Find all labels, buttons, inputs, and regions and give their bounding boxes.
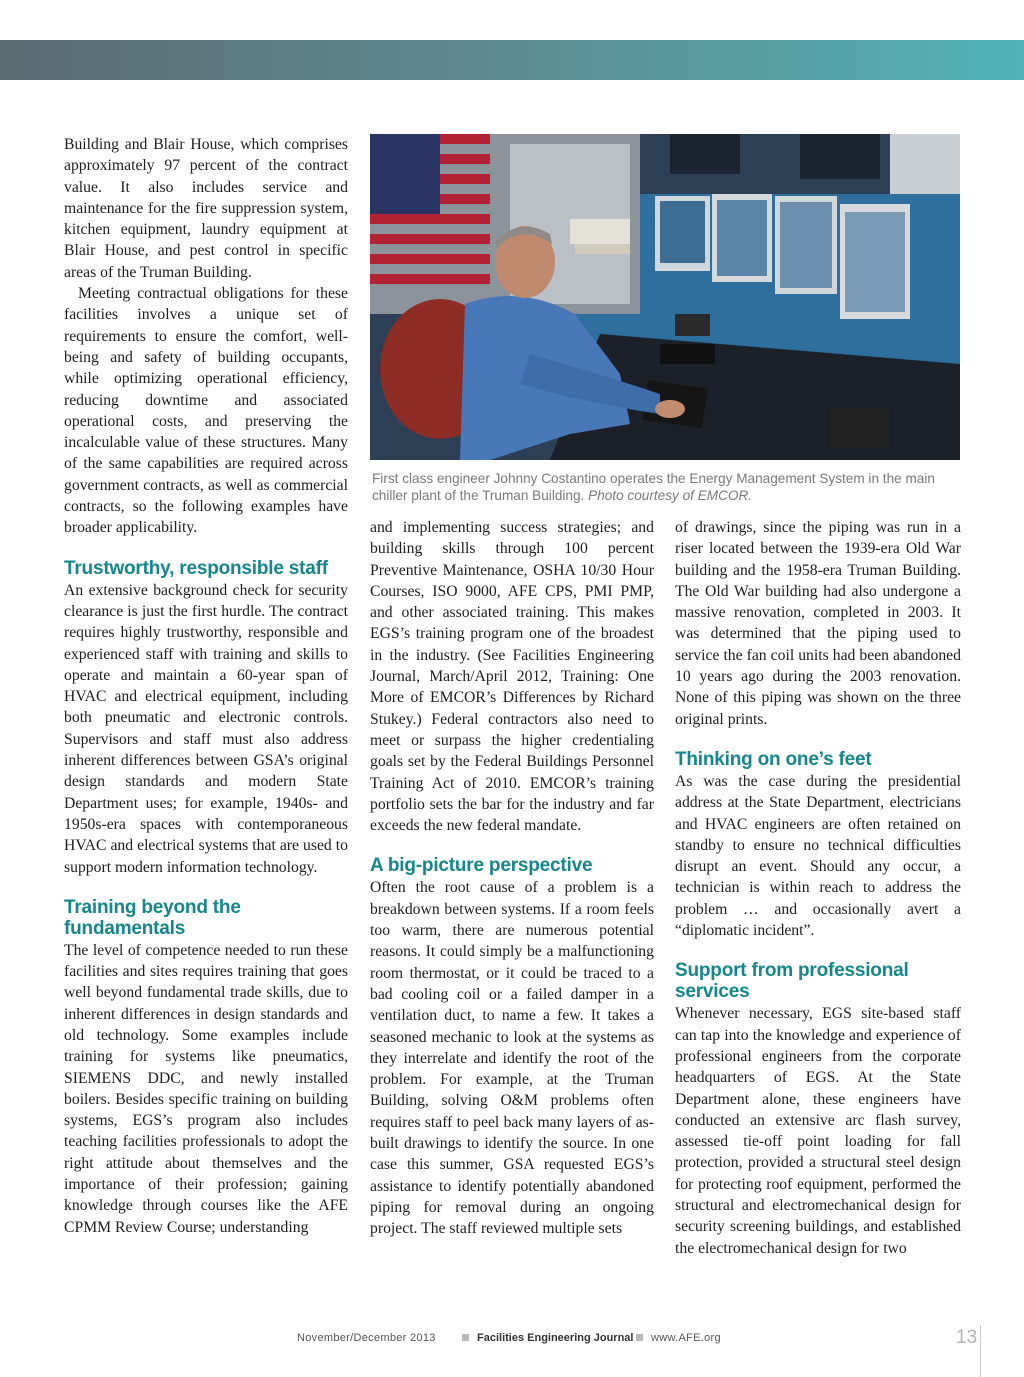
paragraph: An extensive background check for security clearance is just the first hurdle. The contract requires highly trustworthy, responsible and experienced staff with training and skills to operate and maintain a 60-year span of HVAC and electrical equipment, including both pneumatic and electronic controls. Supervisors and staff must also address inherent differences between GSA’s original design standards and modern State Department uses; for example, 1940s- and 1950s-era spaces with contemporaneous HVAC and electrical systems that are used to support modern information technology. [64, 581, 348, 876]
section-heading-support: Support from professional services [675, 960, 909, 1003]
paragraph: and implementing success strategies; and building skills through 100 percent Preventive Maintenance, OSHA 10/30 Hour Courses, ISO 9000, AFE CPS, PMI PMP, and other associated training. This makes EGS’s training program one of the broadest in the industry. (See Facilities Engineering Journal, March/April 2012, Training: One More of EMCOR’s Differences by Richard Stukey.) Federal contractors also need to meet or surpass the higher credentialing goals set by the Federal Buildings Personnel Training Act of 2010. EMCOR’s training portfolio sets the bar for the industry and far exceeds the new federal mandate. [370, 519, 654, 835]
footer-journal-name: Facilities Engineering Journal [477, 1332, 634, 1344]
section-heading-training: Training beyond the fundamentals [64, 896, 241, 939]
article-photo [370, 134, 960, 460]
caption-text: First class engineer Johnny Costantino operates the Energy Management System in the main chiller plant of the Truman Building. [372, 471, 935, 503]
paragraph: Building and Blair House, which comprises approximately 97 percent of the contract value. It also includes service and maintenance for the fire suppression system, kitchen equipment, laundry equipment at Blair House, and pest control in specific areas of the Truman Building. [64, 136, 348, 281]
paragraph: The level of competence needed to run these facilities and sites requires training that goes well beyond fundamental trade skills, due to inherent differences in design standards and old technology. Some examples include training for systems like pneumatics, SIEMENS DDC, and newly installed boilers. Besides specific training on building systems, EGS’s program also includes teaching facilities professionals to adopt the right attitude about themselves and the importance of their profession; gaining knowledge through courses like the AFE CPMM Review Course; understanding [64, 941, 348, 1236]
paragraph: Whenever necessary, EGS site-based staff can tap into the knowledge and experience of professional engineers from the corporate headquarters of EGS. At the State Department alone, these engineers have conducted an extensive arc flash survey, assessed tie-off point loading for fall protection, provided a structural steel design for protecting roof equipment, performed the structural and electromechanical design for security screening buildings, and established the electromechanical design for two [675, 1005, 961, 1257]
page-footer [0, 1327, 1024, 1351]
article-column-3 [675, 517, 961, 1259]
photo-illustration [370, 134, 960, 460]
section-heading-thinking: Thinking on one’s feet [675, 748, 872, 770]
separator-square-icon [636, 1334, 643, 1341]
paragraph: Meeting contractual obligations for these facilities involves a unique set of requirements to ensure the comfort, well-being and safety of building occupants, while optimizing operational efficiency, reducing downtime and associated operational costs, and preserving the incalculable value of these structures. Many of the same capabilities are required across government contracts, as well as commercial contracts, so the following examples have broader applicability. [64, 285, 348, 537]
article-column-2 [370, 517, 654, 1240]
section-heading-big-picture: A big-picture perspective [370, 855, 593, 877]
paragraph: As was the case during the presidential address at the State Department, electricians and HVAC engineers are often retained on standby to ensure no technical difficulties disrupt an event. Should any occur, a technician is within reach to address the problem … and occasionally avert a “diplomatic incident”. [675, 772, 961, 940]
section-heading-trustworthy-staff: Trustworthy, responsible staff [64, 557, 328, 579]
photo-caption [372, 470, 958, 504]
header-color-band [0, 40, 1024, 80]
footer-divider [980, 1325, 981, 1377]
article-column-1 [64, 134, 348, 1238]
paragraph: of drawings, since the piping was run in a riser located between the 1939-era Old War building and the 1958-era Truman Building. The Old War building had also undergone a massive renovation, completed in 2003. It was determined that the piping used to service the fan coil units had been abandoned 10 years ago during the 2003 renovation. None of this piping was shown on the three original prints. [675, 519, 961, 728]
separator-square-icon [462, 1334, 469, 1341]
photo-credit: Photo courtesy of EMCOR. [588, 488, 753, 503]
paragraph: Often the root cause of a problem is a breakdown between systems. If a room feels too warm, there are numerous potential reasons. It could simply be a malfunctioning room thermostat, or it could be traced to a bad cooling coil or a failed damper in a ventilation duct, to name a few. It takes a seasoned mechanic to look at the systems as they interrelate and identify the root of the problem. For example, at the Truman Building, solving O&M problems often requires staff to peel back many layers of as-built drawings to identify the source. In one case this summer, GSA requested EGS’s assistance to identify potentially abandoned piping for removal during an ongoing project. The staff reviewed multiple sets [370, 879, 654, 1238]
page-number: 13 [956, 1327, 978, 1348]
footer-issue-date: November/December 2013 [297, 1332, 436, 1344]
footer-website-link[interactable]: www.AFE.org [651, 1332, 721, 1344]
